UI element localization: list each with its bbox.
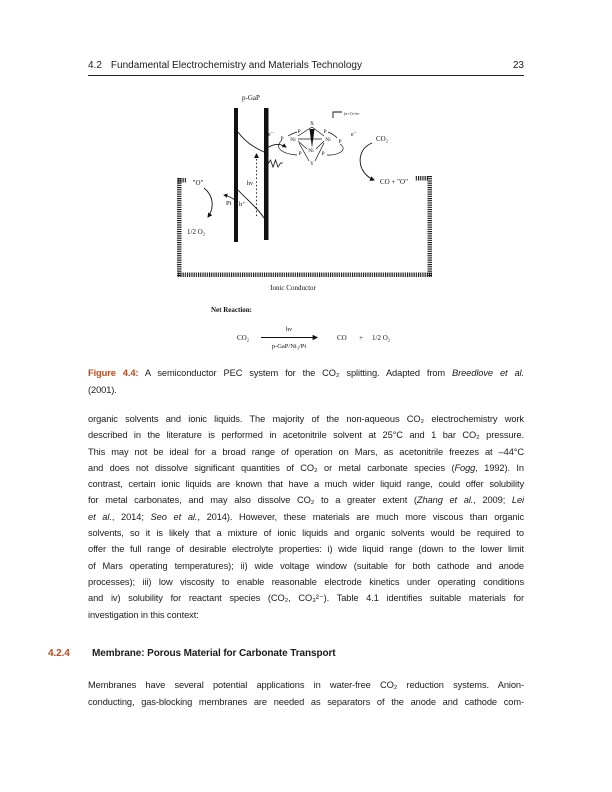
hv-label: hν <box>246 180 253 187</box>
atom-x-label: X <box>310 121 314 127</box>
electron-label-right: e⁻ <box>351 132 357 138</box>
body-text-line: and does not dissolve significant quantities of CO₂ or metal carbonate species (Fogg, 1992). In <box>88 462 524 473</box>
subsection-number: 4.2.4 <box>48 648 70 659</box>
net-reaction-catalyst: p-GaP/Ni₃/Pt <box>271 343 307 350</box>
membrane-paragraph <box>88 677 524 710</box>
header-section-number: 4.2 <box>88 60 102 71</box>
vessel-hatch-top-right <box>415 176 428 181</box>
electrode-bar-right <box>264 108 269 240</box>
hole-label: h⁺ <box>239 201 246 208</box>
charge-bracket <box>333 112 342 118</box>
body-text-line: for metal carbonates, and may also dissolve CO₂ to a greater extent (Zhang et al., 2009; Lei <box>88 495 524 506</box>
vessel-hatch-right <box>428 176 433 277</box>
p-label: P <box>338 139 342 145</box>
body-text-line: solvents, so it is likely that a mixture of ionic liquids and organic solvents would be required to <box>88 528 524 539</box>
figure-caption <box>88 365 524 399</box>
body-text-line: processes); iii) low viscosity to enable reasonable electrode kinetics under operating conditions <box>88 576 524 587</box>
atom-y-label: Y <box>310 161 314 167</box>
caption-line: Figure 4.4: A semiconductor PEC system for the CO₂ splitting. Adapted from Breedlove et al. <box>88 368 524 378</box>
cluster-core-wedge <box>310 129 315 148</box>
subsection-title: Membrane: Porous Material for Carbonate Transport <box>92 648 336 659</box>
co2-label: CO₂ <box>376 135 389 143</box>
net-reaction-co: CO <box>337 334 347 342</box>
electron-arrow-left <box>266 144 286 149</box>
header-title: Fundamental Electrochemistry and Materials Technology <box>110 60 362 71</box>
p-label: P <box>280 136 284 142</box>
body-text-line: Membranes have several potential applications in water-free CO₂ reduction systems. Anion- <box>88 680 524 690</box>
ni-label: Ni <box>308 148 314 154</box>
body-text-line: et al., 2014; Seo et al., 2014). However, these materials are much more viscous than organic <box>88 511 525 522</box>
band-curve-upper <box>238 132 264 152</box>
net-reaction-hv: hν <box>285 326 293 333</box>
body-text-line: of Mars operating temperatures); ii) wide voltage window (suitable for both cathode and anode <box>88 560 524 571</box>
net-reaction-plus: + <box>359 334 363 342</box>
net-reaction-label: Net Reaction: <box>211 306 253 314</box>
electrode-bar-left <box>234 108 238 242</box>
figure-pec-diagram <box>165 88 445 356</box>
p-label: P <box>323 129 327 135</box>
body-text-line: and iv) solubility for reactant species (CO₂, CO₃²⁻). Table 4.1 identifies suitable materials for <box>88 593 524 604</box>
body-text-line: investigation in this context: <box>88 609 199 620</box>
electron-label-left: e⁻ <box>268 132 274 138</box>
p-gap-label: p-GaP <box>242 94 260 102</box>
pec-diagram-svg <box>165 88 445 356</box>
ni-label: Ni <box>290 137 296 143</box>
p-label: P <box>298 151 302 157</box>
subsection-heading <box>48 648 548 659</box>
oxide-oxidation-arrow <box>204 188 212 217</box>
oxide-label: "O" <box>192 179 204 187</box>
net-reaction-o2: 1/2 O₂ <box>372 334 391 342</box>
body-text-line: contrast, certain ionic liquids are known that have a much wider liquid range, could offer solubility <box>88 479 524 490</box>
ni-label: Ni <box>325 137 331 143</box>
body-text-line: This may not be ideal for a broad range of operation on Mars, as acetonitrile freezes at –44°C <box>88 446 524 457</box>
body-text-line: offer the full range of desirable electrolyte properties: i) wide liquid range (down to the lower limit <box>88 544 524 555</box>
body-paragraph <box>88 411 524 623</box>
charge-label: (n+1)+/n+ <box>344 112 360 116</box>
net-reaction-co2: CO₂ <box>237 334 250 342</box>
vessel-hatch-left <box>177 178 182 277</box>
page-header <box>88 60 524 76</box>
linker-squiggle <box>268 160 283 167</box>
body-text-line: described in the literature is performed in acetonitrile solvent at 25°C and 1 bar CO₂ pressure. <box>88 430 524 441</box>
body-text-line: conducting, gas-blocking membranes are needed as separators of the anode and cathode com- <box>88 696 524 707</box>
p-label: P <box>297 129 301 135</box>
vessel-hatch-bottom <box>177 273 432 278</box>
co-product-label: CO + "O" <box>380 178 408 186</box>
half-o2-label: 1/2 O₂ <box>187 228 206 236</box>
body-text-line: organic solvents and ionic liquids. The majority of the non-aqueous CO₂ electrochemistry work <box>88 414 524 424</box>
caption-line: (2001). <box>88 385 117 395</box>
co2-reduction-arrow <box>360 143 374 180</box>
page-number: 23 <box>512 60 524 71</box>
ionic-conductor-label: Ionic Conductor <box>270 284 316 292</box>
pt-label: Pt <box>226 200 232 207</box>
p-label: P <box>321 151 325 157</box>
